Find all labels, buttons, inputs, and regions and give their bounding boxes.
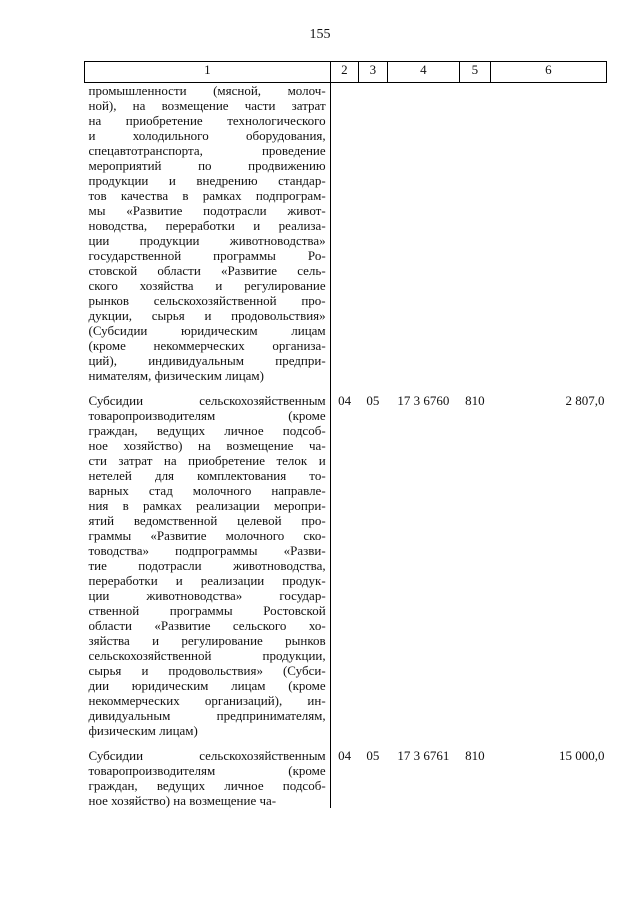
section-code: 04 <box>338 393 352 408</box>
description-line: стовской области «Развитие сель- <box>88 263 326 278</box>
description-line: ятий ведомственной целевой про- <box>88 513 326 528</box>
description-line: области «Развитие сельского хо- <box>88 618 326 633</box>
table-row <box>85 393 607 738</box>
amount <box>490 83 606 384</box>
description-line: некоммерческих организаций), ин- <box>88 693 326 708</box>
row-spacer <box>85 738 607 748</box>
subsection-code <box>359 83 387 384</box>
description-line: спецавтотранспорта, проведение <box>88 143 326 158</box>
description-line: граждан, ведущих личное подсоб- <box>88 778 326 793</box>
description-line: рынков сельскохозяйственной про- <box>88 293 326 308</box>
subsection-code: 05 <box>366 748 380 763</box>
description-line: дукции, сырья и продовольствия» <box>88 308 326 323</box>
description-line: нимателям, физическим лицам) <box>88 368 264 383</box>
description-line: сырья и продовольствия» (Субси- <box>88 663 326 678</box>
row-description <box>85 393 331 738</box>
description-line: ное хозяйство) на возмещение ча- <box>88 438 326 453</box>
description-line: (Субсидии юридическим лицам <box>88 323 326 338</box>
target-article-code: 17 3 6761 <box>397 748 450 763</box>
header-col-3: 3 <box>359 62 387 83</box>
description-line: продукции и внедрению стандар- <box>88 173 326 188</box>
description-line: государственной программы Ро- <box>88 248 326 263</box>
description-line: тие подотрасли животноводства, <box>88 558 326 573</box>
description-line: нетелей для комплектования то- <box>88 468 326 483</box>
target-article-code: 17 3 6760 <box>397 393 450 408</box>
description-line: дивидуальным предпринимателям, <box>88 708 326 723</box>
row-spacer <box>85 383 607 393</box>
description-line: промышленности (мясной, молоч- <box>88 83 326 98</box>
description-line: граждан, ведущих личное подсоб- <box>88 423 326 438</box>
row-description <box>85 83 331 384</box>
description-line: ной), на возмещение части затрат <box>88 98 326 113</box>
target-article-code <box>387 83 459 384</box>
expense-type-code <box>460 83 491 384</box>
budget-table <box>84 61 607 808</box>
description-line: на приобретение технологического <box>88 113 326 128</box>
description-line: новодства, переработки и реализа- <box>88 218 326 233</box>
description-line: товаропроизводителям (кроме <box>88 763 326 778</box>
description-line: переработки и реализации продук- <box>88 573 326 588</box>
description-line: сельскохозяйственной продукции, <box>88 648 326 663</box>
description-line: ции животноводства» государ- <box>88 588 326 603</box>
description-line: Субсидии сельскохозяйственным <box>88 393 326 408</box>
expense-type-code: 810 <box>465 748 485 763</box>
description-line: (кроме некоммерческих организа- <box>88 338 326 353</box>
table-body <box>85 83 607 809</box>
description-line: ского хозяйства и регулирование <box>88 278 326 293</box>
description-line: зяйства и регулирование рынков <box>88 633 326 648</box>
description-line: сти затрат на приобретение телок и <box>88 453 326 468</box>
table-header-row <box>85 62 607 83</box>
description-line: ния в рамках реализации меропри- <box>88 498 326 513</box>
description-line: ций), индивидуальным предпри- <box>88 353 326 368</box>
description-line: граммы «Развитие молочного ско- <box>88 528 326 543</box>
description-line: варных стад молочного направле- <box>88 483 326 498</box>
description-line: и холодильного оборудования, <box>88 128 326 143</box>
expense-type-code: 810 <box>465 393 485 408</box>
amount: 15 000,0 <box>559 748 605 763</box>
page-number: 155 <box>309 27 331 42</box>
header-col-4: 4 <box>387 62 459 83</box>
description-line: мероприятий по продвижению <box>88 158 326 173</box>
header-col-1: 1 <box>85 62 331 83</box>
amount: 2 807,0 <box>565 393 605 408</box>
description-line: физическим лицам) <box>88 723 198 738</box>
description-line: Субсидии сельскохозяйственным <box>88 748 326 763</box>
header-col-2: 2 <box>330 62 359 83</box>
table-row <box>85 748 607 808</box>
row-description <box>85 748 331 808</box>
description-line: дии юридическим лицам (кроме <box>88 678 326 693</box>
description-line: товодства» подпрограммы «Разви- <box>88 543 326 558</box>
table-row <box>85 83 607 384</box>
header-col-5: 5 <box>460 62 491 83</box>
section-code: 04 <box>338 748 352 763</box>
description-line: товаропроизводителям (кроме <box>88 408 326 423</box>
subsection-code: 05 <box>366 393 380 408</box>
description-line: тов качества в рамках подпрограм- <box>88 188 326 203</box>
header-col-6: 6 <box>490 62 606 83</box>
description-line: ное хозяйство) на возмещение ча- <box>88 793 277 808</box>
description-line: мы «Развитие подотрасли живот- <box>88 203 326 218</box>
description-line: ственной программы Ростовской <box>88 603 326 618</box>
section-code <box>330 83 359 384</box>
description-line: ции продукции животноводства» <box>88 233 326 248</box>
